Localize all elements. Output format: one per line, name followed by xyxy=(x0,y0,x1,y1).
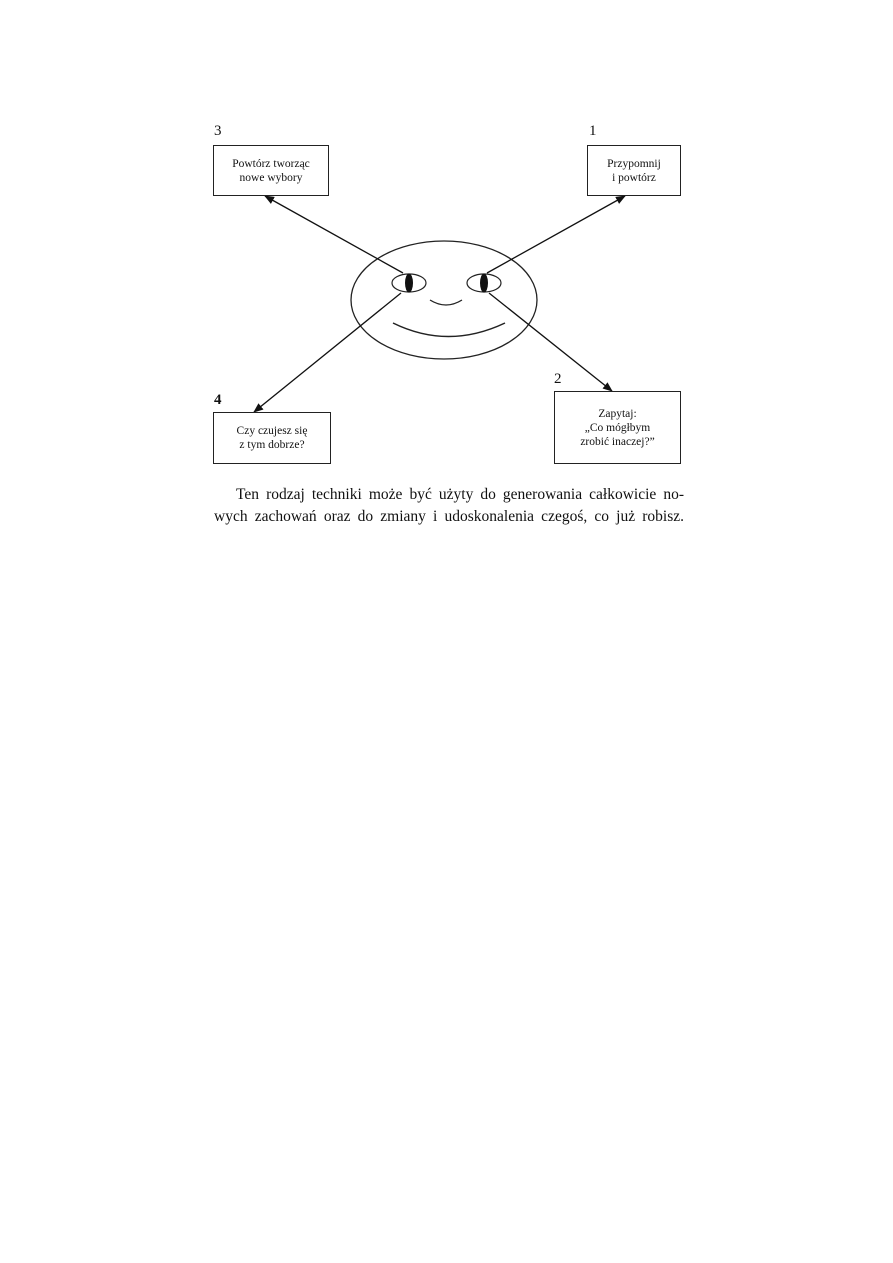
step-3-number: 3 xyxy=(214,123,222,139)
step-2-line-2: „Co mógłbym xyxy=(584,421,651,434)
left-eye-icon xyxy=(392,274,426,293)
smiley-diagram xyxy=(0,0,893,480)
arrow-to-step-4 xyxy=(254,293,401,412)
step-2-number: 2 xyxy=(554,371,562,387)
step-2-box xyxy=(554,391,681,464)
step-3-line-2: nowe wybory xyxy=(239,171,303,184)
arrow-to-step-2 xyxy=(489,293,612,391)
right-eye-icon xyxy=(467,274,501,293)
step-1-number: 1 xyxy=(589,123,597,139)
nose-curve xyxy=(430,300,462,305)
step-4-line-2: z tym dobrze? xyxy=(239,439,305,451)
face-outline xyxy=(351,241,537,359)
body-paragraph xyxy=(214,484,684,528)
step-4-number: 4 xyxy=(214,392,222,408)
step-1-line-2: i powtórz xyxy=(612,171,656,184)
arrow-to-step-3 xyxy=(265,196,403,273)
step-1-line-1: Przypomnij xyxy=(607,157,661,170)
step-4-line-1: Czy czujesz się xyxy=(236,425,308,437)
arrow-to-step-1 xyxy=(487,196,625,273)
step-4-box xyxy=(213,412,331,464)
paragraph-line-1: Ten rodzaj techniki może być użyty do generowania całkowicie no- xyxy=(236,486,684,503)
step-2-line-3: zrobić inaczej?” xyxy=(580,435,655,448)
step-2-line-1: Zapytaj: xyxy=(598,407,637,420)
step-1-box xyxy=(587,145,681,196)
paragraph-line-2: wych zachowań oraz do zmiany i udoskonalenia czegoś, co już robisz. xyxy=(214,508,684,525)
step-3-box xyxy=(213,145,329,196)
mouth-curve xyxy=(393,323,505,337)
step-3-line-1: Powtórz tworząc xyxy=(232,157,310,170)
